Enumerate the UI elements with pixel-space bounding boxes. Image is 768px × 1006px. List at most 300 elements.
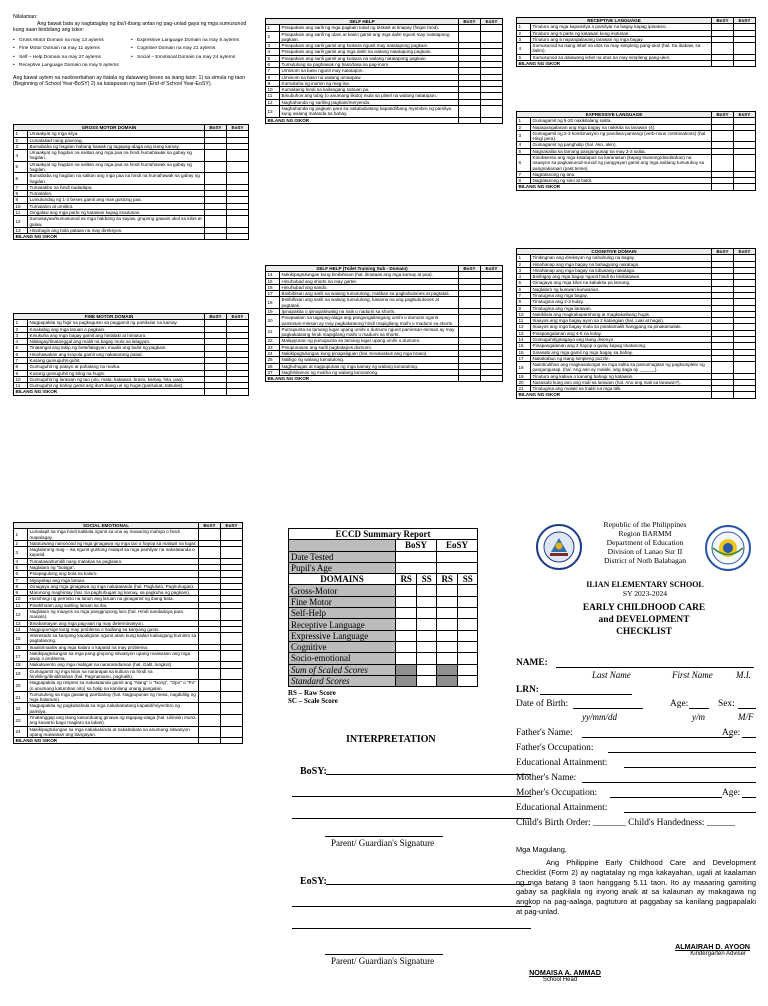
bosy-total[interactable] <box>712 184 734 190</box>
deped-seal-icon <box>536 524 582 570</box>
eosy-line[interactable] <box>292 928 531 929</box>
eosy-checkbox[interactable] <box>227 161 249 173</box>
bosy-checkbox[interactable] <box>199 703 221 715</box>
domain-title: EXPRESSIVE LANGUAGE <box>517 112 712 118</box>
signature-line[interactable] <box>325 836 443 837</box>
total-row <box>266 376 503 382</box>
total-label: BILANG NG ISKOR <box>517 184 712 190</box>
bosy-checkbox[interactable] <box>199 726 221 738</box>
bosy-total[interactable] <box>205 234 227 240</box>
item-description: Tinitingnan ang direksyon ng nahuhulog na bagay. <box>531 255 712 261</box>
item-description: Tumatalon. <box>28 191 205 197</box>
item-description: Pinapaalam sa tagapag-alaga ang pangangailangang umihi o dumumi ngunit paminsan-minsan ay may pagkakataong hindi mapigilang maihi o madumi sa shorts. <box>280 315 459 327</box>
item-description: Naghahanda ng pagkain para sa nakababatang kapatid/ibang myembro ng pamilya kung walang matanda sa bahay. <box>280 105 459 117</box>
eosy-total[interactable] <box>481 376 503 382</box>
eosy-checkbox[interactable] <box>221 633 243 645</box>
rs-head: RS <box>436 574 457 585</box>
summary-domain-label: Expressive Language <box>289 630 396 641</box>
eosy-checkbox[interactable] <box>734 43 756 55</box>
item-number: 14 <box>266 272 280 278</box>
score-cell[interactable] <box>395 641 416 652</box>
item-number: 2 <box>517 30 531 36</box>
father-age-field[interactable] <box>742 737 756 738</box>
summary-eosy-head: EoSY <box>436 540 477 551</box>
eosy-column-head: EoSY <box>227 125 249 131</box>
rs-head: RS <box>395 574 416 585</box>
table-row <box>266 31 503 43</box>
item-description: Gingalaw ang mga parte ng katawan kapag inuutusan. <box>28 209 205 215</box>
item-number: 19 <box>517 373 531 379</box>
bosy-checkbox[interactable] <box>199 680 221 692</box>
item-description: Hinuhubad ang sando. <box>280 284 459 290</box>
item-number: 13 <box>14 620 28 626</box>
table-row <box>517 43 756 55</box>
summary-domain-label: Socio-emotional <box>289 653 396 664</box>
item-description: Inaayos ang mga bagay mula sa pinakamaliit hanggang sa pinakamalaki. <box>531 324 712 330</box>
item-description: Tinutugma ang malaki sa maliit na mga titik. <box>531 386 712 392</box>
score-cell[interactable] <box>417 630 437 641</box>
score-cell[interactable] <box>458 664 478 675</box>
age-format-caption: y/m <box>692 712 705 722</box>
item-number: 5 <box>266 55 280 61</box>
item-description: Tumutulong sa mga gawaing pambahay (hal. Nagpupunas ng mesa, nagdidilig ng mga halaman). <box>28 691 199 703</box>
item-description: Sumusunod sa isang lebel na utos na may simpleng pang-ukol (hal. Sa ibabaw, sa ilalim). <box>531 43 712 55</box>
score-cell[interactable] <box>417 664 437 675</box>
bosy-checkbox[interactable] <box>199 668 221 680</box>
school-year: SY 2023-2024 <box>622 589 668 598</box>
item-description: Umiinom sa baso na walang umaapaw. <box>280 74 459 80</box>
bosy-checkbox[interactable] <box>199 715 221 727</box>
item-number: 9 <box>517 305 531 311</box>
eosy-checkbox[interactable] <box>481 326 503 338</box>
item-description: Nagtatanong ng ano. <box>531 171 712 177</box>
pupils-age-eosy[interactable] <box>436 562 477 573</box>
item-description: Tumutulong sa paghawak ng baso/tasa sa pag-inom. <box>280 61 459 67</box>
mother-occupation-field[interactable] <box>610 797 722 798</box>
item-description: Nagsasalita sa tamang pangungusap na may 2-3 salita. <box>531 148 712 154</box>
table-row <box>14 703 243 715</box>
item-number: 15 <box>266 278 280 284</box>
item-description: Lumalakad nang paurong. <box>28 137 205 143</box>
summary-domain-label: Self-Help <box>289 608 396 619</box>
score-cell[interactable] <box>436 585 457 596</box>
item-number: 20 <box>517 379 531 385</box>
lrn-field[interactable] <box>540 694 632 695</box>
bosy-total[interactable] <box>459 117 481 123</box>
item-number: 15 <box>14 633 28 645</box>
receptive-language-table <box>516 17 756 67</box>
item-description: Inaalo/inaaliw ang mga kalaro o kapatid na may problema. <box>28 644 199 650</box>
father-occupation-label: Father's Occupation: <box>516 743 594 753</box>
score-cell[interactable] <box>458 653 478 664</box>
domain-list-item: • Gross Motor Domain na may 13 aytems <box>13 37 104 43</box>
item-description: Lumalapit sa mga hindi kakilala ngunit sa una ay maaaring mahiya o hindi mapalagay. <box>28 529 199 541</box>
item-number: 8 <box>266 74 280 80</box>
score-cell[interactable] <box>458 675 478 686</box>
bosy-column-head: BoSY <box>205 125 227 131</box>
eosy-total[interactable] <box>734 60 756 66</box>
score-cell[interactable] <box>395 619 416 630</box>
score-cell[interactable] <box>417 585 437 596</box>
mother-age-label: Age: <box>722 788 741 798</box>
score-cell[interactable] <box>458 596 478 607</box>
item-description: Naglalaro ng kunwari-kunwarian. <box>531 286 712 292</box>
domain-title: SOCIAL EMOTIONAL <box>14 523 199 529</box>
item-number: 15 <box>517 343 531 349</box>
eosy-checkbox[interactable] <box>227 173 249 185</box>
item-description: Kusang gumuguhit-guhit. <box>28 357 205 363</box>
item-number: 3 <box>266 43 280 49</box>
date-tested-label: Date Tested <box>289 551 396 562</box>
score-cell[interactable] <box>417 619 437 630</box>
mother-education-field[interactable] <box>624 812 756 813</box>
item-description: Pinapakain ang sarili ng ulam at kanin gamit ang mga daliri ngunit may natatapong pagkain. <box>280 31 459 43</box>
score-cell[interactable] <box>417 641 437 652</box>
item-description: Natutuwang nanonood ng mga ginagawa ng mga tao o hayop sa malapit na lugar. <box>28 540 199 546</box>
bosy-line[interactable] <box>292 796 531 797</box>
item-description: Pinapakain ang sarili gamit ang mga daliri na walang natatapong pagkain. <box>280 49 459 55</box>
eosy-checkbox[interactable] <box>221 726 243 738</box>
eosy-checkbox[interactable] <box>227 150 249 162</box>
item-number: 5 <box>517 280 531 286</box>
name-label: NAME: <box>516 658 548 668</box>
table-row <box>14 173 249 185</box>
dob-field[interactable] <box>573 708 643 709</box>
eosy-checkbox[interactable] <box>734 154 756 171</box>
gross-motor-table <box>13 124 249 240</box>
eosy-column-head: EoSY <box>734 249 756 255</box>
eosy-checkbox[interactable] <box>221 680 243 692</box>
domain-list-item: • Cognitive Domain na may 21 aytems <box>131 46 216 52</box>
score-cell[interactable] <box>395 653 416 664</box>
bosy-checkbox[interactable] <box>205 161 227 173</box>
first-name-caption: First Name <box>672 670 713 680</box>
item-number: 17 <box>517 355 531 361</box>
bullet-icon: • <box>13 63 15 69</box>
bosy-checkbox[interactable] <box>459 315 481 327</box>
item-number: 3 <box>517 130 531 142</box>
item-number: 1 <box>517 255 531 261</box>
item-description: Nakikipagtulungan sa mga nakakatanda at nakababata sa anumang sitwasyon upang maiwasan ang bangayan. <box>28 726 199 738</box>
social-emotional-table <box>13 522 243 744</box>
bosy-line[interactable] <box>292 818 531 819</box>
bosy-checkbox[interactable] <box>205 216 227 228</box>
bosy-checkbox[interactable] <box>199 691 221 703</box>
eosy-checkbox[interactable] <box>221 529 243 541</box>
cover-title-line1: EARLY CHILDHOOD CARE <box>582 603 706 613</box>
item-description: Gumagamit ng mga kilos na nararapat sa kultura na hindi na hinihiling/dinidiktahan (hal. Pagmamano, paghalik). <box>28 668 199 680</box>
item-description: Kumakaing hindi na kailangang subuan pa. <box>280 87 459 93</box>
bosy-checkbox[interactable] <box>459 326 481 338</box>
item-description: Umaakyat ng hagdan na salitan ang mga paa na hindi humahawak sa gabay ng hagdan. <box>28 161 205 173</box>
item-description: Binibigay ang mga bagay ngunit hindi ito binibitawan. <box>531 274 712 280</box>
summary-domain-label: Gross-Motor <box>289 585 396 596</box>
item-number: 1 <box>14 529 28 541</box>
bosy-checkbox[interactable] <box>712 43 734 55</box>
score-cell[interactable] <box>417 653 437 664</box>
item-number: 9 <box>14 590 28 596</box>
item-number: 10 <box>266 87 280 93</box>
father-name-label: Father's Name: <box>516 728 573 738</box>
date-format-caption: yy/mm/dd <box>582 712 617 722</box>
item-description: Naghuhugas at nagpupunas ng mga kamay ng walang tumutulong. <box>280 363 459 369</box>
mother-name-label: Mother's Name: <box>516 773 577 783</box>
item-description: Umaakyat ng hagdan na salitan ang mga paa na hindi humahawak sa gabay ng hagdan. <box>28 150 205 162</box>
total-row <box>14 389 249 395</box>
item-description: Hinahanap ang mga bagay na lubusang nakatago. <box>531 267 712 273</box>
bosy-checkbox[interactable] <box>712 154 734 171</box>
table-row <box>266 297 503 309</box>
bosy-total[interactable] <box>712 60 734 66</box>
total-label: BILANG NG ISKOR <box>266 117 459 123</box>
bosy-checkbox[interactable] <box>205 173 227 185</box>
eosy-checkbox[interactable] <box>481 297 503 309</box>
item-description: Ginagaya ang mga kilos na kakakita pa lamang. <box>531 280 712 286</box>
bullet-icon: • <box>131 54 133 60</box>
last-name-caption: Last Name <box>592 670 631 680</box>
bosy-total[interactable] <box>205 389 227 395</box>
bosy-checkbox[interactable] <box>712 362 734 374</box>
score-cell[interactable] <box>417 596 437 607</box>
item-number: 13 <box>517 330 531 336</box>
bullet-icon: • <box>13 46 15 52</box>
table-row <box>266 315 503 327</box>
item-number: 7 <box>14 184 28 190</box>
item-description: Ipinapakita o ipinapahiwatig na nais o nadumi sa shorts. <box>280 308 459 314</box>
score-cell[interactable] <box>395 585 416 596</box>
bosy-line[interactable] <box>326 774 531 775</box>
item-number: 3 <box>517 36 531 42</box>
name-field[interactable] <box>556 667 754 668</box>
sex-field[interactable] <box>738 708 756 709</box>
bosy-checkbox[interactable] <box>199 608 221 620</box>
score-cell[interactable] <box>458 619 478 630</box>
domain-list-item: • Social – Emotional Domain na may 24 aytems <box>131 54 236 60</box>
item-number: 3 <box>14 143 28 149</box>
summary-table <box>288 528 478 687</box>
cover-title <box>540 603 748 638</box>
eosy-checkbox[interactable] <box>221 668 243 680</box>
bosy-total[interactable] <box>459 376 481 382</box>
item-number: 4 <box>517 274 531 280</box>
letter-greeting: Mga Magulang, <box>516 845 567 854</box>
score-cell[interactable] <box>458 630 478 641</box>
total-row <box>14 234 249 240</box>
bosy-column-head: BoSY <box>205 314 227 320</box>
item-description: Gumuguhit/ginagaya ang isang disenyo. <box>531 336 712 342</box>
table-row <box>14 715 243 727</box>
score-cell[interactable] <box>436 630 457 641</box>
eosy-checkbox[interactable] <box>221 691 243 703</box>
score-cell[interactable] <box>395 596 416 607</box>
item-description: Bumababa ng hagdan habang hawak ng tagapag-alaga ang isang kamay. <box>28 143 205 149</box>
item-number: 16 <box>266 284 280 290</box>
item-number: 8 <box>517 178 531 184</box>
item-description: Nagtatanong ng sino at bakit. <box>531 178 712 184</box>
item-number: 16 <box>14 644 28 650</box>
item-description: Inaayos ang mga bagay ayon sa 2 katangian (hal. Laki at hugis). <box>531 318 712 324</box>
eosy-checkbox[interactable] <box>221 715 243 727</box>
bosy-checkbox[interactable] <box>199 547 221 559</box>
score-cell[interactable] <box>458 608 478 619</box>
pupils-age-bosy[interactable] <box>395 562 436 573</box>
item-description: Tinutugma ang mga larawan. <box>531 305 712 311</box>
item-description: Nagpupursige kung may problema o hadlang sa kanyang gusto. <box>28 626 199 632</box>
domain-title: RECEPTIVE LANGUAGE <box>517 18 712 24</box>
eosy-total[interactable] <box>734 392 756 398</box>
bullet-icon: • <box>13 37 15 43</box>
date-tested-bosy[interactable] <box>395 551 436 562</box>
item-number: 8 <box>14 364 28 370</box>
item-number: 13 <box>266 105 280 117</box>
item-description: Tumatalon at umiikot. <box>28 203 205 209</box>
eosy-line[interactable] <box>326 884 531 885</box>
table-row <box>14 633 243 645</box>
table-row <box>14 650 243 662</box>
score-cell[interactable] <box>436 641 457 652</box>
item-description: Tumatakbo na hindi nadadapa. <box>28 184 205 190</box>
bosy-checkbox[interactable] <box>199 633 221 645</box>
intro-body: Ang bawat bata ay nagtataglay ng iba't-ibang antas ng pag-unlad gaya ng mga sumusunod kung saan binibilang ang iskor: <box>13 21 247 34</box>
score-cell[interactable] <box>417 675 437 686</box>
eosy-column-head: EoSY <box>481 266 503 272</box>
eosy-label: EoSY: <box>300 876 327 887</box>
cover-header-line: Region BARMM <box>618 528 672 538</box>
eosy-total[interactable] <box>227 389 249 395</box>
date-tested-eosy[interactable] <box>436 551 477 562</box>
eosy-checkbox[interactable] <box>221 650 243 662</box>
father-education-label: Educational Attainment: <box>516 758 608 768</box>
item-number: 3 <box>14 547 28 559</box>
summary-domain-row <box>289 608 478 619</box>
summary-domain-row <box>289 619 478 630</box>
item-number: 14 <box>14 626 28 632</box>
item-number: 1 <box>517 118 531 124</box>
bosy-checkbox[interactable] <box>199 529 221 541</box>
item-number: 21 <box>266 326 280 338</box>
item-number: 7 <box>14 577 28 583</box>
item-description: Naiintindihan ang magkasalungat na mga salita sa pamamagitan ng pagkumpleto ng pangungusap. (hal. Ang aso ay malaki, ang daga ay ______). <box>531 362 712 374</box>
score-cell[interactable] <box>417 608 437 619</box>
age-field[interactable] <box>689 708 709 709</box>
eosy-checkbox[interactable] <box>227 216 249 228</box>
item-number: 4 <box>517 142 531 148</box>
item-number: 9 <box>14 197 28 203</box>
total-label: BILANG NG ISKOR <box>14 234 205 240</box>
ss-head: SS <box>458 574 478 585</box>
bosy-column-head: BoSY <box>712 249 734 255</box>
score-cell[interactable] <box>436 619 457 630</box>
item-description: Nakakabuo ng isang simpleng puzzle. <box>531 355 712 361</box>
score-cell[interactable] <box>436 608 457 619</box>
mother-name-field[interactable] <box>582 782 756 783</box>
bosy-checkbox[interactable] <box>205 150 227 162</box>
item-description: Niyayakap ang mga laruan. <box>28 577 199 583</box>
item-description: Hinuhubad ang shorts na may garter. <box>280 278 459 284</box>
item-description: Binabantayan ang mga pag-aari ng may determinasyon. <box>28 620 199 626</box>
eosy-total[interactable] <box>227 234 249 240</box>
item-description: Nakikipagtulungan kung pinapaliguan (hal. Kinukuskus ang mga braso). <box>280 350 459 356</box>
table-row <box>14 547 243 559</box>
item-description: Marunong maghintay (hal. Sa paghuhugas ng kamay, sa pagkuha ng pagkain). <box>28 590 199 596</box>
father-age-label: Age: <box>722 728 741 738</box>
eosy-total[interactable] <box>734 184 756 190</box>
bosy-checkbox[interactable] <box>459 31 481 43</box>
item-description: Gumagamit ng 5-20 nakikilalang salita. <box>531 118 712 124</box>
eosy-checkbox[interactable] <box>221 608 243 620</box>
item-description: Gumuguhit ng bahay gamit ang iba't-ibang uri ng hugis (parisukat, tatsulok). <box>28 383 205 389</box>
bosy-total[interactable] <box>712 392 734 398</box>
eosy-checkbox[interactable] <box>221 703 243 715</box>
item-number: 11 <box>517 318 531 324</box>
item-description: Pinupunasan ang sarili pagkatapos dumumi. <box>280 344 459 350</box>
eosy-line[interactable] <box>292 906 531 907</box>
father-occupation-field[interactable] <box>608 752 756 753</box>
eosy-checkbox[interactable] <box>481 31 503 43</box>
bosy-checkbox[interactable] <box>712 130 734 142</box>
bosy-checkbox[interactable] <box>199 650 221 662</box>
bosy-total[interactable] <box>199 738 221 744</box>
domain-title: GROSS MOTOR DOMAIN <box>14 125 205 131</box>
table-row <box>14 161 249 173</box>
score-cell[interactable] <box>436 596 457 607</box>
domain-title: SELF HELP <box>266 19 459 25</box>
score-cell[interactable] <box>395 630 416 641</box>
item-description: Humihingi ng permiso na laruin ang laruan na ginagamit ng ibang bata. <box>28 596 199 602</box>
table-row <box>517 130 756 142</box>
score-cell[interactable] <box>458 585 478 596</box>
item-number: 2 <box>14 137 28 143</box>
item-description: Tinuturo ang 5 parte ng katawan kung inutusan. <box>531 30 712 36</box>
score-cell[interactable] <box>395 608 416 619</box>
eosy-checkbox[interactable] <box>734 362 756 374</box>
item-description: Tinuturo ang mga kapamilya o pamilyar na bagay kapag ipinaturo. <box>531 24 712 30</box>
item-number: 11 <box>266 93 280 99</box>
summary-report <box>288 528 478 705</box>
score-cell[interactable] <box>458 641 478 652</box>
item-description: Naglalarong mag – isa ngunit gustong malapit sa mga pamilyar na nakatatanda o kapatid. <box>28 547 199 559</box>
bosy-label: BoSY: <box>300 766 327 777</box>
eosy-total[interactable] <box>481 117 503 123</box>
table-row <box>517 362 756 374</box>
item-description: Nilalagay/tinatanggal ang maliit na bagay mula sa lalagyan. <box>28 339 205 345</box>
eosy-checkbox[interactable] <box>481 105 503 117</box>
father-education-field[interactable] <box>624 767 756 768</box>
sex-format-caption: M/F <box>738 712 754 722</box>
summary-domain-row <box>289 653 478 664</box>
item-number: 4 <box>14 339 28 345</box>
bosy-checkbox[interactable] <box>459 297 481 309</box>
eosy-checkbox[interactable] <box>481 315 503 327</box>
mother-age-field[interactable] <box>742 797 756 798</box>
item-number: 23 <box>14 715 28 727</box>
father-name-field[interactable] <box>582 737 732 738</box>
item-number: 27 <box>266 369 280 375</box>
item-number: 1 <box>14 131 28 137</box>
bosy-checkbox[interactable] <box>459 105 481 117</box>
eosy-total[interactable] <box>221 738 243 744</box>
item-number: 17 <box>14 650 28 662</box>
table-row <box>14 216 249 228</box>
social-checklist <box>13 522 243 744</box>
signature-line[interactable] <box>325 954 443 955</box>
score-cell[interactable] <box>436 653 457 664</box>
eosy-checkbox[interactable] <box>734 130 756 142</box>
ss-head: SS <box>417 574 437 585</box>
bosy-column-head: BoSY <box>459 19 481 25</box>
fine_motor-checklist <box>13 313 249 396</box>
eosy-checkbox[interactable] <box>221 547 243 559</box>
